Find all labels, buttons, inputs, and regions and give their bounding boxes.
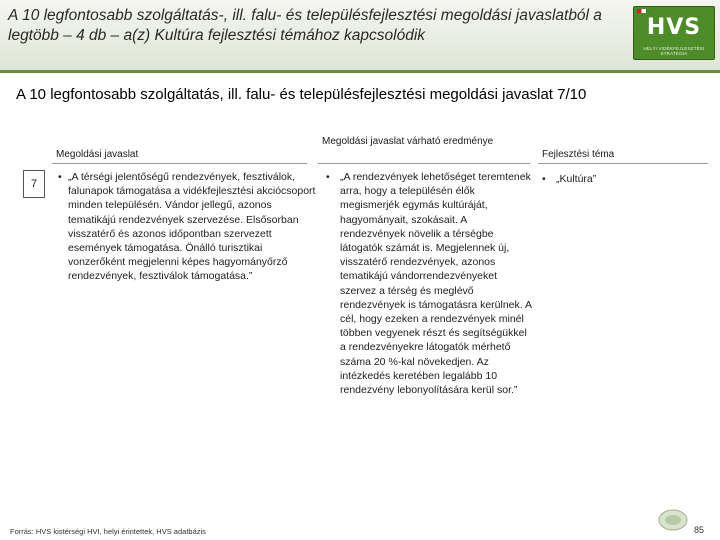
row-number-badge: 7 <box>23 170 45 198</box>
flag-icon <box>637 9 651 13</box>
column-header-proposal: Megoldási javaslat <box>56 149 139 160</box>
source-note: Forrás: HVS kistérségi HVI, helyi érintettek, HVS adatbázis <box>10 527 206 536</box>
page-number: 85 <box>694 525 705 535</box>
footer-logo-icon <box>658 508 688 532</box>
logo-text: HVS <box>646 15 702 40</box>
header-underline-theme <box>538 163 708 164</box>
slide-title: A 10 legfontosabb szolgáltatás, ill. falu- és településfejlesztési megoldási javaslat 7/10 <box>16 86 587 103</box>
bullet-icon: • <box>58 171 62 183</box>
proposal-cell <box>58 170 318 284</box>
header-bar <box>0 0 720 70</box>
theme-text: „Kultúra” <box>556 173 597 185</box>
bullet-icon: • <box>326 171 330 183</box>
result-text: „A rendezvények lehetőséget teremtenek arra, hogy a településén élők megismerjék egymás kultúráját, hagyományait, szokásait. A rendezvények növelik a térségbe látogatók számát is. Megjelennek új, visszatérő rendezvények, azonos tematikájú vándorrendezvényeket szervez a térség és meglévő rendezvények is támogatásra kerülnek. A cél, hogy ezeken a rendezvények minél többen vegyenek részt és segítségükkel a rendezvényekre látogatók mérhető száma 20 %-kal növekedjen. Az intézkedés keretében legalább 10 rendezvény lebonyolítására kerül sor.” <box>340 171 532 397</box>
result-cell <box>326 170 532 397</box>
header-title: A 10 legfontosabb szolgáltatás-, ill. falu- és településfejlesztési megoldási javaslatból a legtöbb – 4 db – a(z) Kultúra fejlesztési témához kapcsolódik <box>8 7 602 44</box>
proposal-text: „A térségi jelentőségű rendezvények, fesztiválok, falunapok támogatása a vidékfejlesztési akciócsoport minden településén. Vándor jellegű, azonos tematikájú rendezvények szervezése. Elsősorban visszatérő és azonos időpontban szervezett események támogatása. Önálló turisztikai vonzerőként megjelenni képes hagyományőrző rendezvények, fesztiválok támogatása.” <box>68 171 316 283</box>
header-underline-result <box>318 163 530 164</box>
column-header-result: Megoldási javaslat várható eredménye <box>322 136 494 147</box>
logo-subtext: HELYI VIDÉKFEJLESZTÉSI STRATÉGIA <box>643 46 705 56</box>
bullet-icon: • <box>542 173 546 185</box>
header-underline-proposal <box>52 163 307 164</box>
header-divider <box>0 70 720 73</box>
hvs-logo <box>633 6 715 60</box>
theme-cell <box>542 172 706 186</box>
column-header-theme: Fejlesztési téma <box>542 149 615 160</box>
